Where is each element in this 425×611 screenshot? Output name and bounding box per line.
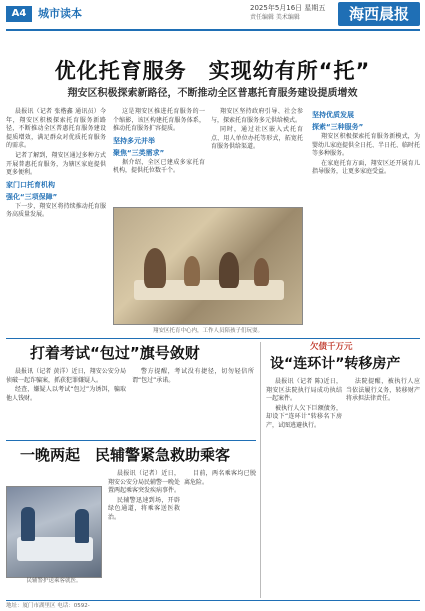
lead-column-4 [312,108,420,323]
lead-paragraph: 记者了解到，翔安区通过多种方式开展普惠托育服务，为辖区家庭提供更多便利。 [6,151,106,177]
lead-subsection-heading: 家门口托育机构 [6,180,55,189]
section-title: 城市读本 [38,7,82,20]
story2-column-1 [6,368,126,436]
lead-subsection-heading: 坚持优质发展 [312,111,354,119]
story4-column-2 [184,470,256,596]
photo-figure [254,258,269,286]
story2-column-2 [132,368,254,436]
lead-paragraph: 据介绍，全区已建成多家托育机构，提供托位数千个。 [113,158,205,175]
story3-paragraph: 晨报讯（记者 陈)近日，翔安区法院执行局成功执结一起案件。 [266,378,342,403]
photo-figure [75,509,89,543]
lead-subheadline: 翔安区积极探索新路径，不断推动全区普惠托育服务建设提质增效 [67,88,358,99]
lead-paragraph: 翔安区积极探索托育服务新模式，为婴幼儿家庭提供全日托、半日托、临时托等多种服务。 [312,133,421,158]
story3-column-1 [266,378,342,596]
story4-photo [6,486,102,578]
lead-paragraph: 这是翔安区推进托育服务的一个缩影，该区构建托育服务体系，推动托育服务扩容提质。 [113,108,205,133]
page-number-badge: A4 [6,6,32,22]
lead-photo [113,207,303,325]
story3-paragraph: 被执行人欠下巨额债务，却设下“连环计”转移名下房产，试图逃避执行。 [266,404,342,429]
story3-kicker: 欠债千万元 [310,342,353,352]
section-divider [6,440,256,441]
publish-date: 2025年5月16日 星期五 [250,4,326,12]
lead-paragraph: 同时，通过社区嵌入式托育点、用人单位办托等形式，拓宽托育服务供给渠道。 [211,126,303,151]
lead-column-3 [211,108,303,204]
lead-photo-caption: 翔安区托育中心内，工作人员陪孩子们玩耍。 [152,328,263,334]
story4-photo-caption: 民辅警护送乘客就医。 [26,578,82,584]
story4-paragraph: 民辅警迅速到场，开辟绿色通道，将乘客送医救治。 [108,496,180,521]
story4-paragraph: 目前，两名乘客均已脱离危险。 [184,470,256,486]
photo-figure [219,252,239,288]
lead-paragraph: 在家庭托育方面，翔安区还开展育儿指导服务，让更多家庭受益。 [312,159,420,176]
lead-column-1 [6,108,106,308]
photo-figure [21,507,35,541]
lead-column-2 [113,108,205,204]
lead-headline: 优化托育服务 实现幼有所“托” [54,59,371,83]
story2-paragraph: 经查，嫌疑人以考试“包过”为诱饵，骗取他人钱财。 [6,386,126,402]
lead-subsection-heading: 坚持多元并举 [113,136,155,145]
story3-column-2 [346,378,420,596]
column-divider [260,342,261,598]
story4-paragraph: 晨报讯（记者）近日，翔安公安分局民辅警一晚处置两起乘客突发疾病事件。 [108,470,181,495]
lead-subsection-heading: 强化“三项保障” [6,192,58,201]
lead-paragraph: 晨报讯（记者 张楷鑫 通讯员）今年，翔安区积极探索托育服务新路径，不断推动全区普惠托育服务建设提质增效，满足群众对优质托育服务的需求。 [6,108,106,150]
page-header [0,0,425,28]
newspaper-logo: 海西晨报 [338,2,420,26]
editor-credits: 责任编辑 美术编辑 [250,14,300,21]
story2-headline: 打着考试“包过”旗号敛财 [30,344,200,362]
photo-figure [184,256,200,286]
story3-paragraph: 法院提醒，被执行人应当依法履行义务，转移财产将承担法律责任。 [346,378,420,403]
photo-figure [144,248,166,288]
lead-subsection-heading: 探索“三种服务” [312,123,364,131]
story4-column-1 [108,470,180,596]
section-divider [6,338,420,339]
page-footer: 地址：厦门市湖里区 电话：0592- [6,600,420,610]
story3-headline: 设“连环计”转移房产 [270,356,401,372]
story2-paragraph: 警方提醒，考试没有捷径，切勿轻信所谓“包过”承诺。 [132,368,254,384]
lead-paragraph: 下一步，翔安区将持续推动托育服务高质量发展。 [6,202,106,219]
header-rule [6,29,420,31]
story2-paragraph: 晨报讯（记者 黄洋）近日，翔安公安分局侦破一起诈骗案，抓获犯罪嫌疑人。 [6,368,126,384]
lead-subsection-heading: 聚焦“三类需求” [113,148,165,157]
lead-paragraph: 翔安区坚持政府引导、社会参与，探索托育服务多元供给模式。 [211,108,303,124]
story4-headline: 一晚两起 民辅警紧急救助乘客 [20,446,231,464]
